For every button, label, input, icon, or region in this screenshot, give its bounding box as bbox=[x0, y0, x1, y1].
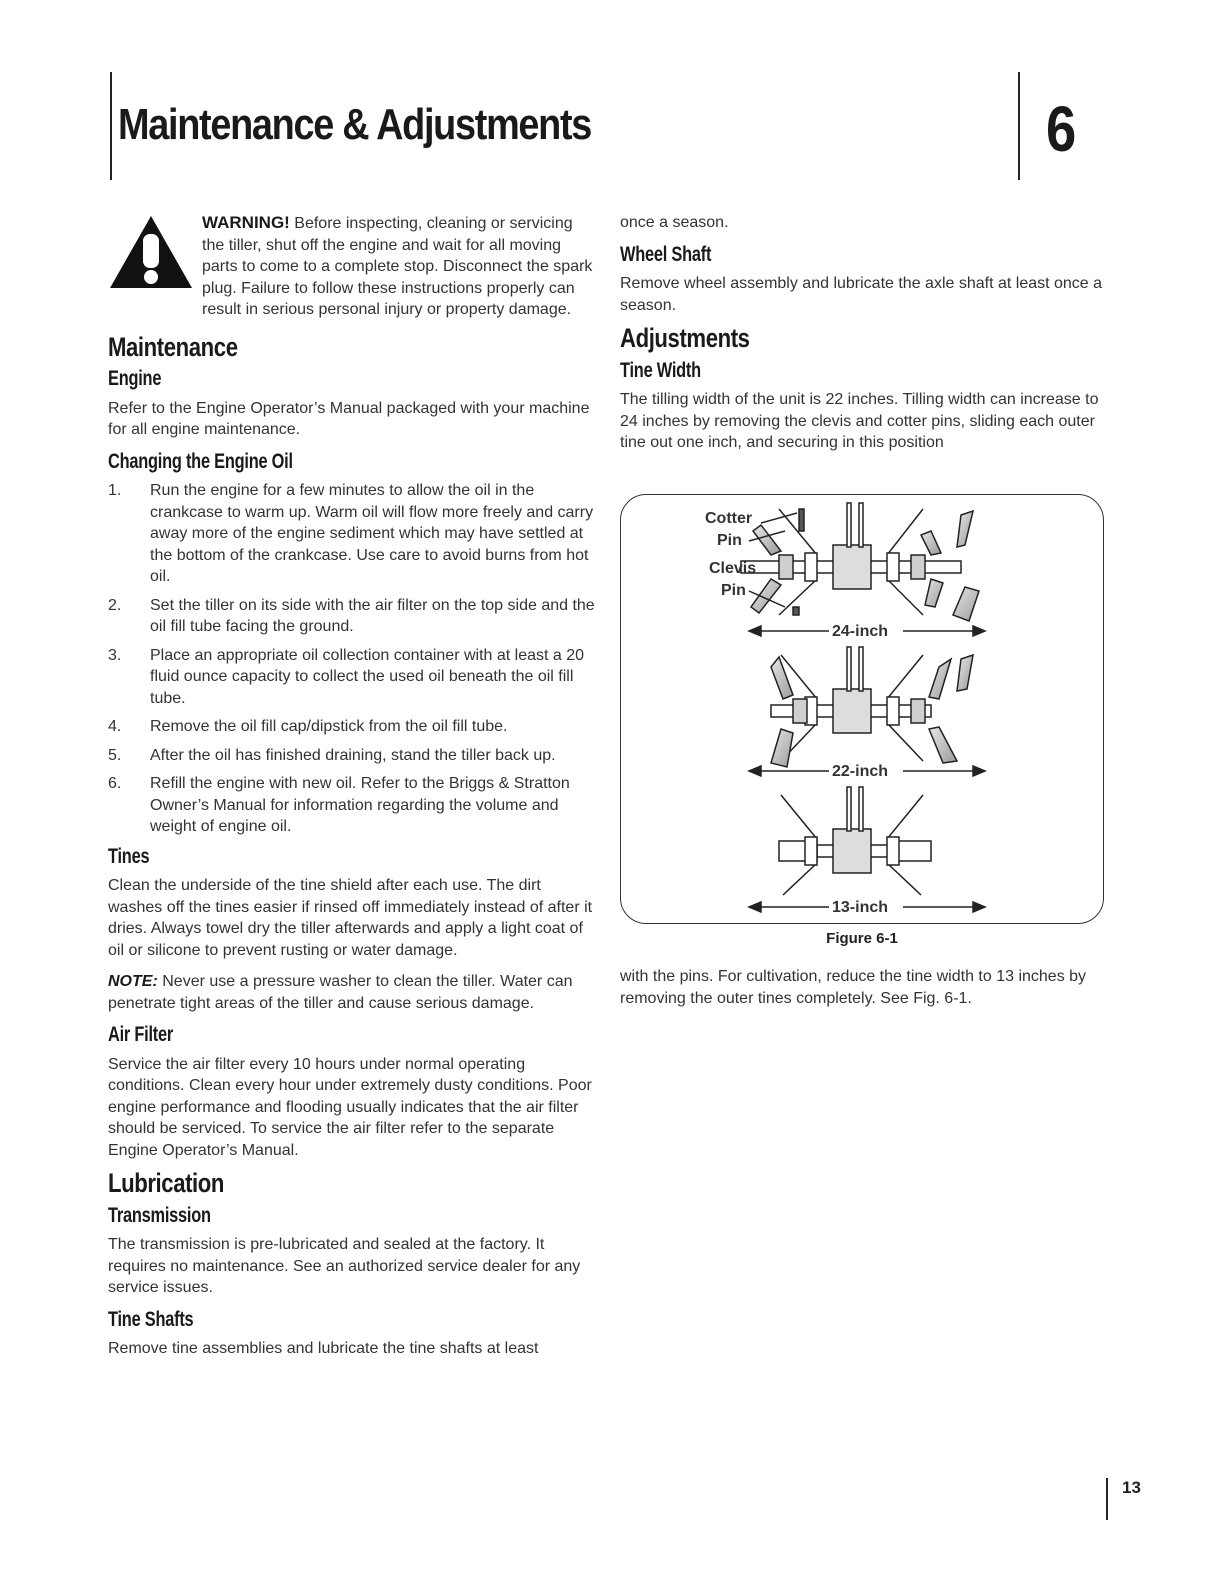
cotter-pin-label: Pin bbox=[717, 532, 742, 549]
tines-note bbox=[108, 971, 598, 1014]
warning-text-wrap bbox=[202, 212, 598, 321]
step-text: Place an appropriate oil collection container with at least a 20 fluid ounce capacity to collect the used oil beneath the oil fill tube. bbox=[150, 646, 585, 707]
step-text: Remove the oil fill cap/dipstick from the oil fill tube. bbox=[150, 718, 508, 735]
engine-heading: Engine bbox=[108, 367, 162, 390]
note-text: Never use a pressure washer to clean the tiller. Water can penetrate tight areas of the tiller and cause serious damage. bbox=[108, 973, 573, 1012]
tine-shafts-text: Remove tine assemblies and lubricate the tine shafts at least bbox=[108, 1340, 539, 1357]
assembly-24-inch bbox=[741, 503, 979, 621]
left-column bbox=[108, 212, 598, 1370]
cotter-label: Cotter bbox=[705, 510, 753, 527]
page-number: 13 bbox=[1122, 1478, 1141, 1497]
width-22-label: 22-inch bbox=[832, 763, 889, 780]
step-number: 6. bbox=[108, 775, 122, 792]
tine-width-text: The tilling width of the unit is 22 inches. Tilling width can increase to 24 inches by removing the clevis and cotter pins, sliding each outer tine out one inch, and securing in this position bbox=[620, 391, 1099, 451]
engine-text: Refer to the Engine Operator’s Manual packaged with your machine for all engine maintenance. bbox=[108, 399, 590, 438]
step-text: Run the engine for a few minutes to allow the oil in the crankcase to warm up. Warm oil will flow more freely and carry away more of the engine sediment which may have settled at the bottom of the crankcase. Use care to avoid burns from hot oil. bbox=[150, 482, 594, 585]
list-item bbox=[108, 745, 598, 767]
tine-width-heading: Tine Width bbox=[620, 358, 701, 382]
header-left-rule bbox=[110, 72, 112, 180]
tine-shafts-text-continued: once a season. bbox=[620, 214, 729, 231]
step-number: 4. bbox=[108, 718, 122, 735]
step-text: After the oil has finished draining, stand the tiller back up. bbox=[150, 746, 556, 764]
wheel-shaft-heading: Wheel Shaft bbox=[620, 242, 712, 266]
right-column-continued bbox=[620, 966, 1106, 1019]
list-item bbox=[108, 645, 598, 710]
list-item bbox=[108, 773, 598, 838]
step-number: 2. bbox=[108, 596, 122, 614]
right-column bbox=[620, 212, 1106, 464]
tine-diagram bbox=[621, 495, 1103, 923]
assembly-22-inch bbox=[771, 647, 973, 767]
step-number: 3. bbox=[108, 646, 122, 664]
list-item bbox=[108, 480, 598, 588]
figure-6-1 bbox=[620, 494, 1104, 924]
tine-shafts-heading: Tine Shafts bbox=[108, 1307, 194, 1331]
list-item bbox=[108, 595, 598, 638]
header-right-rule bbox=[1018, 72, 1020, 180]
oil-heading: Changing the Engine Oil bbox=[108, 449, 293, 473]
transmission-text: The transmission is pre-lubricated and sealed at the factory. It requires no maintenance. See an authorized service dealer for any service issues. bbox=[108, 1236, 581, 1296]
warning-block bbox=[108, 212, 598, 321]
air-filter-heading: Air Filter bbox=[108, 1023, 174, 1046]
tines-text: Clean the underside of the tine shield after each use. The dirt washes off the tines easier if rinsed off immediately instead of after it dries. Always towel dry the tiller afterwards and apply a light coat of oil or silicone to prevent rusting or water damage. bbox=[108, 877, 593, 959]
adjustments-heading: Adjustments bbox=[620, 323, 750, 353]
step-text: Refill the engine with new oil. Refer to the Briggs & Stratton Owner’s Manual for information regarding the volume and weight of engine oil. bbox=[150, 775, 570, 835]
tine-width-text-continued: with the pins. For cultivation, reduce the tine width to 13 inches by removing the outer tines completely. See Fig. 6-1. bbox=[620, 968, 1087, 1007]
assembly-13-inch bbox=[779, 787, 931, 895]
step-text: Set the tiller on its side with the air filter on the top side and the oil fill tube facing the ground. bbox=[150, 596, 595, 635]
warning-label: WARNING! bbox=[202, 213, 290, 232]
step-number: 1. bbox=[108, 482, 122, 499]
chapter-number: 6 bbox=[1046, 93, 1077, 165]
note-label: NOTE: bbox=[108, 973, 158, 990]
maintenance-heading: Maintenance bbox=[108, 331, 238, 362]
air-filter-text: Service the air filter every 10 hours under normal operating conditions. Clean every hour under extremely dusty conditions. Poor engine performance and flooding usually indicates that the air filter should be serviced. To service the air filter refer to the separate Engine Operator’s Manual. bbox=[108, 1055, 592, 1159]
warning-text: Before inspecting, cleaning or servicing the tiller, shut off the engine and wait for all moving parts to come to a complete stop. Disconnect the spark plug. Failure to follow these instructions properly can result in serious personal injury or property damage. bbox=[202, 215, 593, 318]
warning-triangle-icon bbox=[108, 212, 202, 321]
clevis-pin-label: Pin bbox=[721, 582, 746, 599]
transmission-heading: Transmission bbox=[108, 1203, 211, 1227]
lubrication-heading: Lubrication bbox=[108, 1168, 225, 1198]
footer-rule bbox=[1106, 1478, 1108, 1520]
width-13-label: 13-inch bbox=[832, 899, 889, 916]
figure-caption: Figure 6-1 bbox=[826, 930, 898, 947]
page-title: Maintenance & Adjustments bbox=[118, 100, 592, 149]
oil-steps-list bbox=[108, 480, 598, 838]
clevis-label: Clevis bbox=[709, 560, 757, 577]
step-number: 5. bbox=[108, 746, 122, 764]
width-24-label: 24-inch bbox=[832, 623, 889, 640]
wheel-shaft-text: Remove wheel assembly and lubricate the axle shaft at least once a season. bbox=[620, 275, 1103, 314]
tines-heading: Tines bbox=[108, 844, 150, 868]
list-item bbox=[108, 716, 598, 738]
